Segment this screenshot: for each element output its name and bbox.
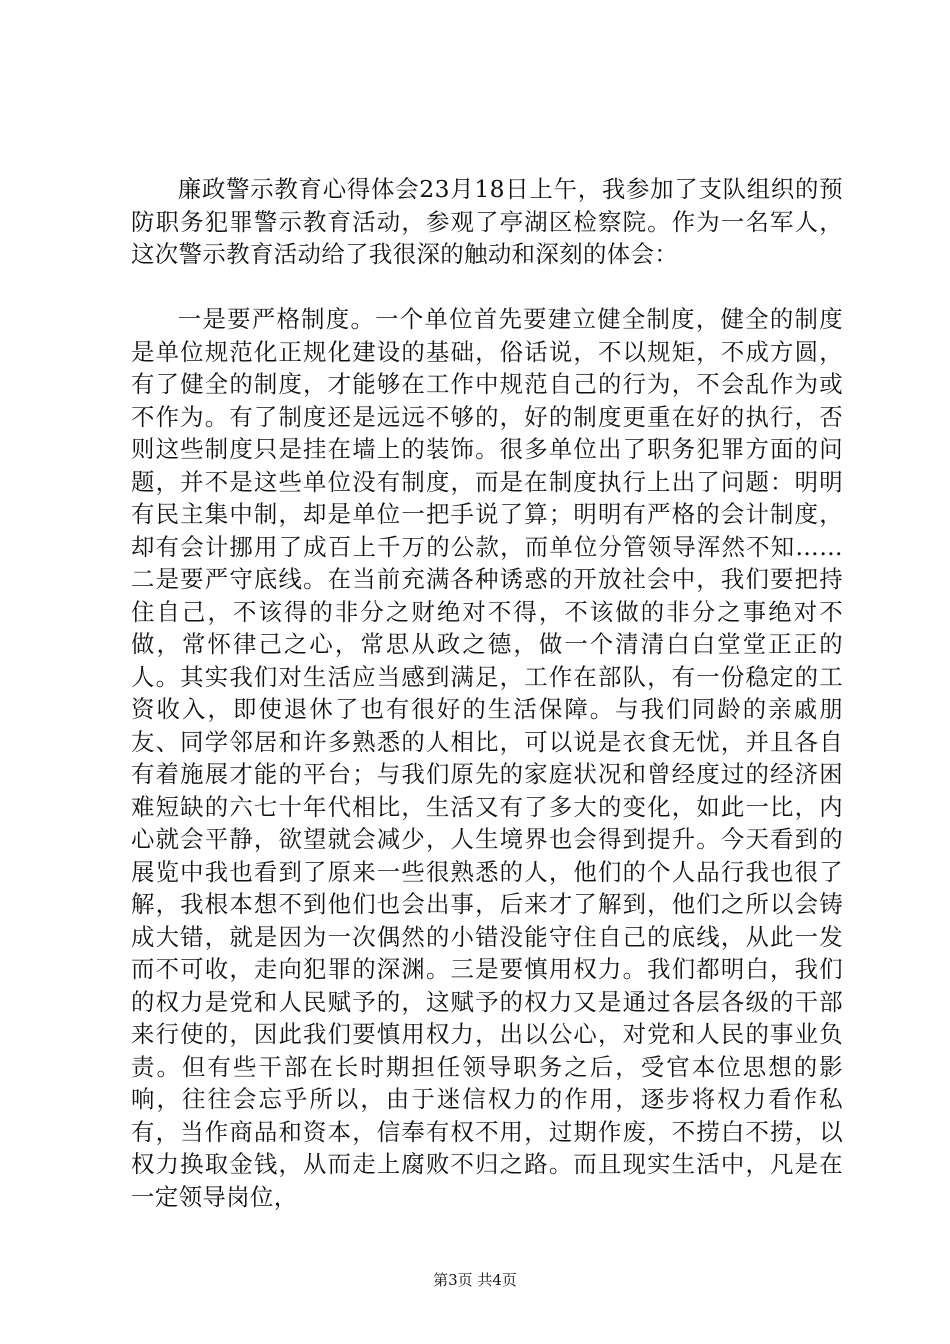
page-footer	[0, 1270, 950, 1290]
paragraph-main: 一是要严格制度。一个单位首先要建立健全制度，健全的制度是单位规范化正规化建设的基础，俗话说，不以规矩，不成方圆，有了健全的制度，才能够在工作中规范自己的行为，不会乱作为或不作为。有了制度还是远远不够的，好的制度更重在好的执行，否则这些制度只是挂在墙上的装饰。很多单位出了职务犯罪方面的问题，并不是这些单位没有制度，而是在制度执行上出了问题：明明有民主集中制，却是单位一把手说了算；明明有严格的会计制度，却有会计挪用了成百上千万的公款，而单位分管领导浑然不知……二是要严守底线。在当前充满各种诱惑的开放社会中，我们要把持住自己，不该得的非分之财绝对不得，不该做的非分之事绝对不做，常怀律己之心，常思从政之德，做一个清清白白堂堂正正的人。其实我们对生活应当感到满足，工作在部队，有一份稳定的工资收入，即使退休了也有很好的生活保障。与我们同龄的亲戚朋友、同学邻居和许多熟悉的人相比，可以说是衣食无忧，并且各自有着施展才能的平台；与我们原先的家庭状况和曾经度过的经济困难短缺的六七十年代相比，生活又有了多大的变化，如此一比，内心就会平静，欲望就会减少，人生境界也会得到提升。今天看到的展览中我也看到了原来一些很熟悉的人，他们的个人品行我也很了解，我根本想不到他们也会出事，后来才了解到，他们之所以会铸成大错，就是因为一次偶然的小错没能守住自己的底线，从此一发而不可收，走向犯罪的深渊。三是要慎用权力。我们都明白，我们的权力是党和人民赋予的，这赋予的权力又是通过各层各级的干部来行使的，因此我们要慎用权力，出以公心，对党和人民的事业负责。但有些干部在长时期担任领导职务之后，受官本位思想的影响，往往会忘乎所以，由于迷信权力的作用，逐步将权力看作私有，当作商品和资本，信奉有权不用，过期作废，不捞白不捞，以权力换取金钱，从而走上腐败不归之路。而且现实生活中，凡是在一定领导岗位，	[131, 305, 843, 1211]
paragraph-intro: 廉政警示教育心得体会23月18日上午，我参加了支队组织的预防职务犯罪警示教育活动，参观了亭湖区检察院。作为一名军人，这次警示教育活动给了我很深的触动和深刻的体会：	[131, 175, 843, 268]
document-body	[131, 173, 843, 1213]
page-indicator: 第3页 共4页	[433, 1271, 517, 1289]
